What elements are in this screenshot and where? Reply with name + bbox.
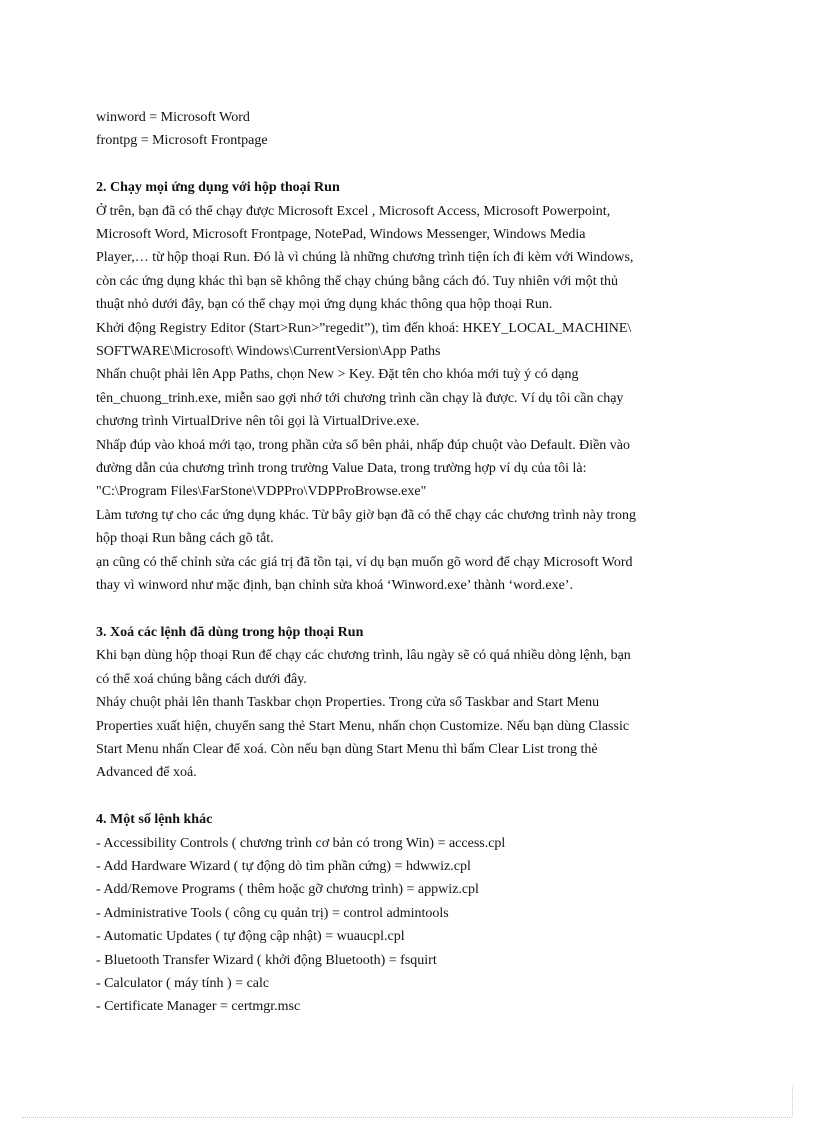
- list-item: - Administrative Tools ( công cụ quản trị) = control admintools: [96, 905, 449, 921]
- paragraph-gap: [96, 785, 720, 808]
- list-item: - Calculator ( máy tính ) = calc: [96, 975, 270, 991]
- text-line: Properties xuất hiện, chuyển sang thẻ Start Menu, nhấn chọn Customize. Nếu bạn dùng Classic: [96, 718, 630, 734]
- list-item: - Add/Remove Programs ( thêm hoặc gỡ chương trình) = appwiz.cpl: [96, 882, 479, 898]
- text-line: Nháy chuột phải lên thanh Taskbar chọn Properties. Trong cửa sổ Taskbar and Start Menu: [96, 695, 600, 711]
- text-line: đường dẫn của chương trình trong trường Value Data, trong trường hợp ví dụ của tôi là:: [96, 461, 587, 477]
- text-line: SOFTWARE\Microsoft\ Windows\CurrentVersion\App Paths: [96, 344, 441, 360]
- text-line: thuật nhỏ dưới đây, bạn có thể chạy mọi ứng dụng khác thông qua hộp thoại Run.: [96, 297, 553, 313]
- section-heading: 3. Xoá các lệnh đã dùng trong hộp thoại Run: [96, 624, 364, 640]
- intro-block: [96, 106, 720, 153]
- text-line: Ở trên, bạn đã có thể chạy được Microsoft Excel , Microsoft Access, Microsoft Powerpoint,: [96, 203, 611, 219]
- text-line: "C:\Program Files\FarStone\VDPPro\VDPProBrowse.exe": [96, 484, 427, 500]
- text-line: tên_chuong_trinh.exe, miễn sao gợi nhớ tới chương trình cần chạy là được. Ví dụ tôi cần chạy: [96, 390, 624, 406]
- text-line: frontpg = Microsoft Frontpage: [96, 133, 268, 149]
- text-line: hộp thoại Run bằng cách gõ tắt.: [96, 531, 274, 547]
- text-line: thay vì winword như mặc định, bạn chỉnh sửa khoá ‘Winword.exe’ thành ‘word.exe’.: [96, 578, 573, 594]
- document-page: [96, 106, 720, 1019]
- text-line: Khởi động Registry Editor (Start>Run>”regedit”), tìm đến khoá: HKEY_LOCAL_MACHINE\: [96, 320, 632, 336]
- text-line: Làm tương tự cho các ứng dụng khác. Từ bây giờ bạn đã có thể chạy các chương trình này trong: [96, 507, 637, 523]
- list-item: - Bluetooth Transfer Wizard ( khởi động Bluetooth) = fsquirt: [96, 952, 437, 968]
- text-line: chương trình VirtualDrive nên tôi gọi là VirtualDrive.exe.: [96, 414, 420, 430]
- text-line: Player,… từ hộp thoại Run. Đó là vì chúng là những chương trình tiện ích đi kèm với Windows,: [96, 250, 634, 266]
- paragraph-gap: [96, 598, 720, 621]
- page-border-bottom: [22, 1117, 792, 1118]
- list-item: - Accessibility Controls ( chương trình cơ bản có trong Win) = access.cpl: [96, 835, 506, 851]
- paragraph-gap: [96, 153, 720, 176]
- text-line: Microsoft Word, Microsoft Frontpage, NotePad, Windows Messenger, Windows Media: [96, 227, 586, 243]
- text-line: Start Menu nhấn Clear để xoá. Còn nếu bạn dùng Start Menu thì bấm Clear List trong thẻ: [96, 741, 598, 757]
- text-line: ạn cũng có thể chỉnh sửa các giá trị đã tồn tại, ví dụ bạn muốn gõ word để chạy Microsoft Word: [96, 554, 633, 570]
- text-line: có thể xoá chúng bằng cách dưới đây.: [96, 671, 307, 687]
- section-clear-run-history: [96, 621, 720, 785]
- section-other-commands: [96, 808, 720, 1019]
- text-line: winword = Microsoft Word: [96, 110, 250, 125]
- list-item: - Certificate Manager = certmgr.msc: [96, 999, 301, 1015]
- section-heading: 2. Chạy mọi ứng dụng với hộp thoại Run: [96, 180, 340, 196]
- text-line: còn các ứng dụng khác thì bạn sẽ không thể chạy chúng bằng cách đó. Tuy nhiên với một thủ: [96, 273, 618, 289]
- text-line: Khi bạn dùng hộp thoại Run để chạy các chương trình, lâu ngày sẽ có quá nhiều dòng lệnh, bạn: [96, 648, 631, 664]
- list-item: - Add Hardware Wizard ( tự động dò tìm phần cứng) = hdwwiz.cpl: [96, 858, 471, 874]
- text-line: Nhấn chuột phải lên App Paths, chọn New > Key. Đặt tên cho khóa mới tuỳ ý có dạng: [96, 367, 579, 383]
- page-border-corner: [792, 1086, 793, 1117]
- section-run-all-apps: [96, 176, 720, 597]
- text-line: Nhấp đúp vào khoá mới tạo, trong phần cửa sổ bên phải, nhấp đúp chuột vào Default. Điền vào: [96, 437, 631, 453]
- section-heading: 4. Một số lệnh khác: [96, 812, 213, 828]
- list-item: - Automatic Updates ( tự động cập nhật) = wuaucpl.cpl: [96, 929, 405, 945]
- text-line: Advanced để xoá.: [96, 765, 197, 781]
